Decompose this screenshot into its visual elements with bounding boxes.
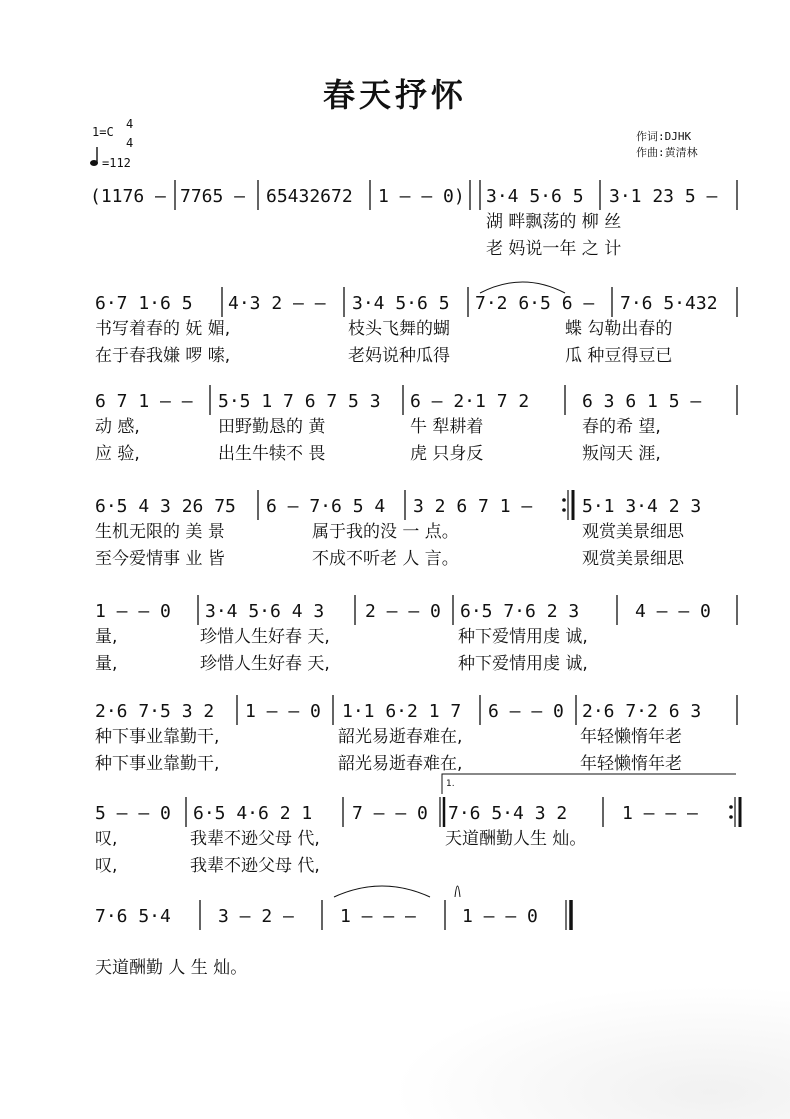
note-group: 1·1 6·2 1 7	[342, 701, 462, 722]
lyric-line: 蝶 勾勒出春的	[565, 319, 673, 339]
lyric-line: 生机无限的 美 景	[95, 522, 225, 542]
note-group: 5·5 1 7 6 7 5 3	[218, 391, 381, 412]
lyric-line: 珍惜人生好春 天,	[200, 654, 330, 674]
lyric-line: 老 妈说一年 之 计	[486, 239, 622, 259]
lyric-line: 枝头飞舞的蝴	[348, 319, 450, 339]
lyric-line: 种下爱情用虔 诚,	[458, 627, 588, 647]
note-group: 6·5 4·6 2 1	[193, 803, 313, 824]
lyric-line: 我辈不逊父母 代,	[190, 856, 320, 876]
lyric-line: 观赏美景细思	[582, 549, 684, 569]
note-group: 7 – – 0	[352, 803, 428, 824]
note-group: 7765 –	[180, 186, 246, 207]
note-group: 3·4 5·6 4 3	[205, 601, 325, 622]
note-group: 2 – – 0	[365, 601, 441, 622]
note-group: 3·4 5·6 5	[352, 293, 450, 314]
note-group: 1 – – 0)	[378, 186, 465, 207]
note-group: 4 – – 0	[635, 601, 711, 622]
note-group: 1 – – 0	[462, 906, 538, 927]
lyric-line: 应 验,	[95, 444, 140, 464]
lyric-line: 书写着春的 妩 媚,	[95, 319, 231, 339]
lyric-line: 种下爱情用虔 诚,	[458, 654, 588, 674]
lyric-line: 年轻懒惰年老	[580, 754, 682, 774]
composer-credit: 作曲:黄清林	[636, 146, 698, 159]
meter-bottom: 4	[126, 136, 134, 150]
lyric-line: 叹,	[95, 856, 118, 876]
lyric-line: 观赏美景细思	[582, 522, 684, 542]
lyric-line: 春的希 望,	[582, 417, 661, 437]
note-group: 6·5 4 3 26 75	[95, 496, 236, 517]
volta-bracket	[442, 774, 736, 794]
note-group: 6·5 7·6 2 3	[460, 601, 580, 622]
note-group: 6·7 1·6 5	[95, 293, 193, 314]
repeat-dot	[562, 508, 566, 512]
note-group: 1 – – –	[340, 906, 416, 927]
slur-arc	[334, 886, 430, 897]
lyric-line: 我辈不逊父母 代,	[190, 829, 320, 849]
note-group: 7·2 6·5 6 –	[475, 293, 595, 314]
repeat-dot	[729, 815, 733, 819]
lyric-line: 属于我的没 一 点。	[312, 522, 459, 542]
lyric-line: 动 感,	[95, 417, 140, 437]
note-group: 6 3 6 1 5 –	[582, 391, 702, 412]
lyric-line: 天道酬勤人生 灿。	[445, 829, 587, 849]
volta-label: 1.	[446, 779, 455, 789]
note-group: (1176 –	[90, 186, 166, 207]
lyricist-credit: 作词:DJHK	[636, 130, 692, 143]
lyric-line: 瓜 种豆得豆已	[565, 346, 673, 366]
lyric-line: 韶光易逝春难在,	[338, 754, 463, 774]
note-group: 6 7 1 – –	[95, 391, 193, 412]
lyric-line: 不成不听老 人 言。	[312, 549, 459, 569]
key-signature: 1=C	[92, 125, 114, 139]
slur-arc	[455, 886, 460, 897]
lyric-line: 湖 畔飘荡的 柳 丝	[486, 212, 622, 232]
lyric-line: 种下事业靠勤干,	[95, 754, 220, 774]
note-group: 7·6 5·4	[95, 906, 171, 927]
note-group: 5·1 3·4 2 3	[582, 496, 702, 517]
note-group: 6 – 2·1 7 2	[410, 391, 530, 412]
lyric-line: 老妈说种瓜得	[348, 346, 450, 366]
lyric-line: 叹,	[95, 829, 118, 849]
note-group: 65432672	[266, 186, 353, 207]
repeat-dot	[562, 498, 566, 502]
lyric-line: 量,	[95, 654, 118, 674]
lyric-line: 年轻懒惰年老	[580, 727, 682, 747]
note-group: 7·6 5·432	[620, 293, 718, 314]
note-group: 3 2 6 7 1 –	[413, 496, 533, 517]
note-group: 3·1 23 5 –	[609, 186, 718, 207]
note-group: 1 – – 0	[245, 701, 321, 722]
repeat-dot	[729, 805, 733, 809]
lyric-line: 叛闯天 涯,	[582, 444, 661, 464]
lyric-line: 天道酬勤 人 生 灿。	[95, 958, 248, 978]
note-group: 4·3 2 – –	[228, 293, 326, 314]
slur-arc	[480, 282, 565, 293]
note-group: 5 – – 0	[95, 803, 171, 824]
note-group: 7·6 5·4 3 2	[448, 803, 568, 824]
note-group: 3 – 2 –	[218, 906, 294, 927]
lyric-line: 量,	[95, 627, 118, 647]
lyric-line: 虎 只身反	[410, 444, 484, 464]
note-group: 2·6 7·5 3 2	[95, 701, 215, 722]
note-group: 2·6 7·2 6 3	[582, 701, 702, 722]
lyric-line: 种下事业靠勤干,	[95, 727, 220, 747]
meter-top: 4	[126, 117, 134, 131]
note-group: 3·4 5·6 5	[486, 186, 584, 207]
note-group: 6 – – 0	[488, 701, 564, 722]
note-group: 1 – – –	[622, 803, 698, 824]
note-group: 1 – – 0	[95, 601, 171, 622]
lyric-line: 珍惜人生好春 天,	[200, 627, 330, 647]
note-group: 6 – 7·6 5 4	[266, 496, 386, 517]
lyric-line: 牛 犁耕着	[410, 417, 484, 437]
lyric-line: 韶光易逝春难在,	[338, 727, 463, 747]
lyric-line: 田野勤恳的 黄	[218, 417, 326, 437]
page-title: 春天抒怀	[322, 76, 467, 114]
lyric-line: 在于春我嫌 啰 嗦,	[95, 346, 231, 366]
lyric-line: 至今爱情事 业 皆	[95, 549, 225, 569]
lyric-line: 出生牛犊不 畏	[218, 444, 326, 464]
tempo-marking: =112	[102, 156, 131, 170]
